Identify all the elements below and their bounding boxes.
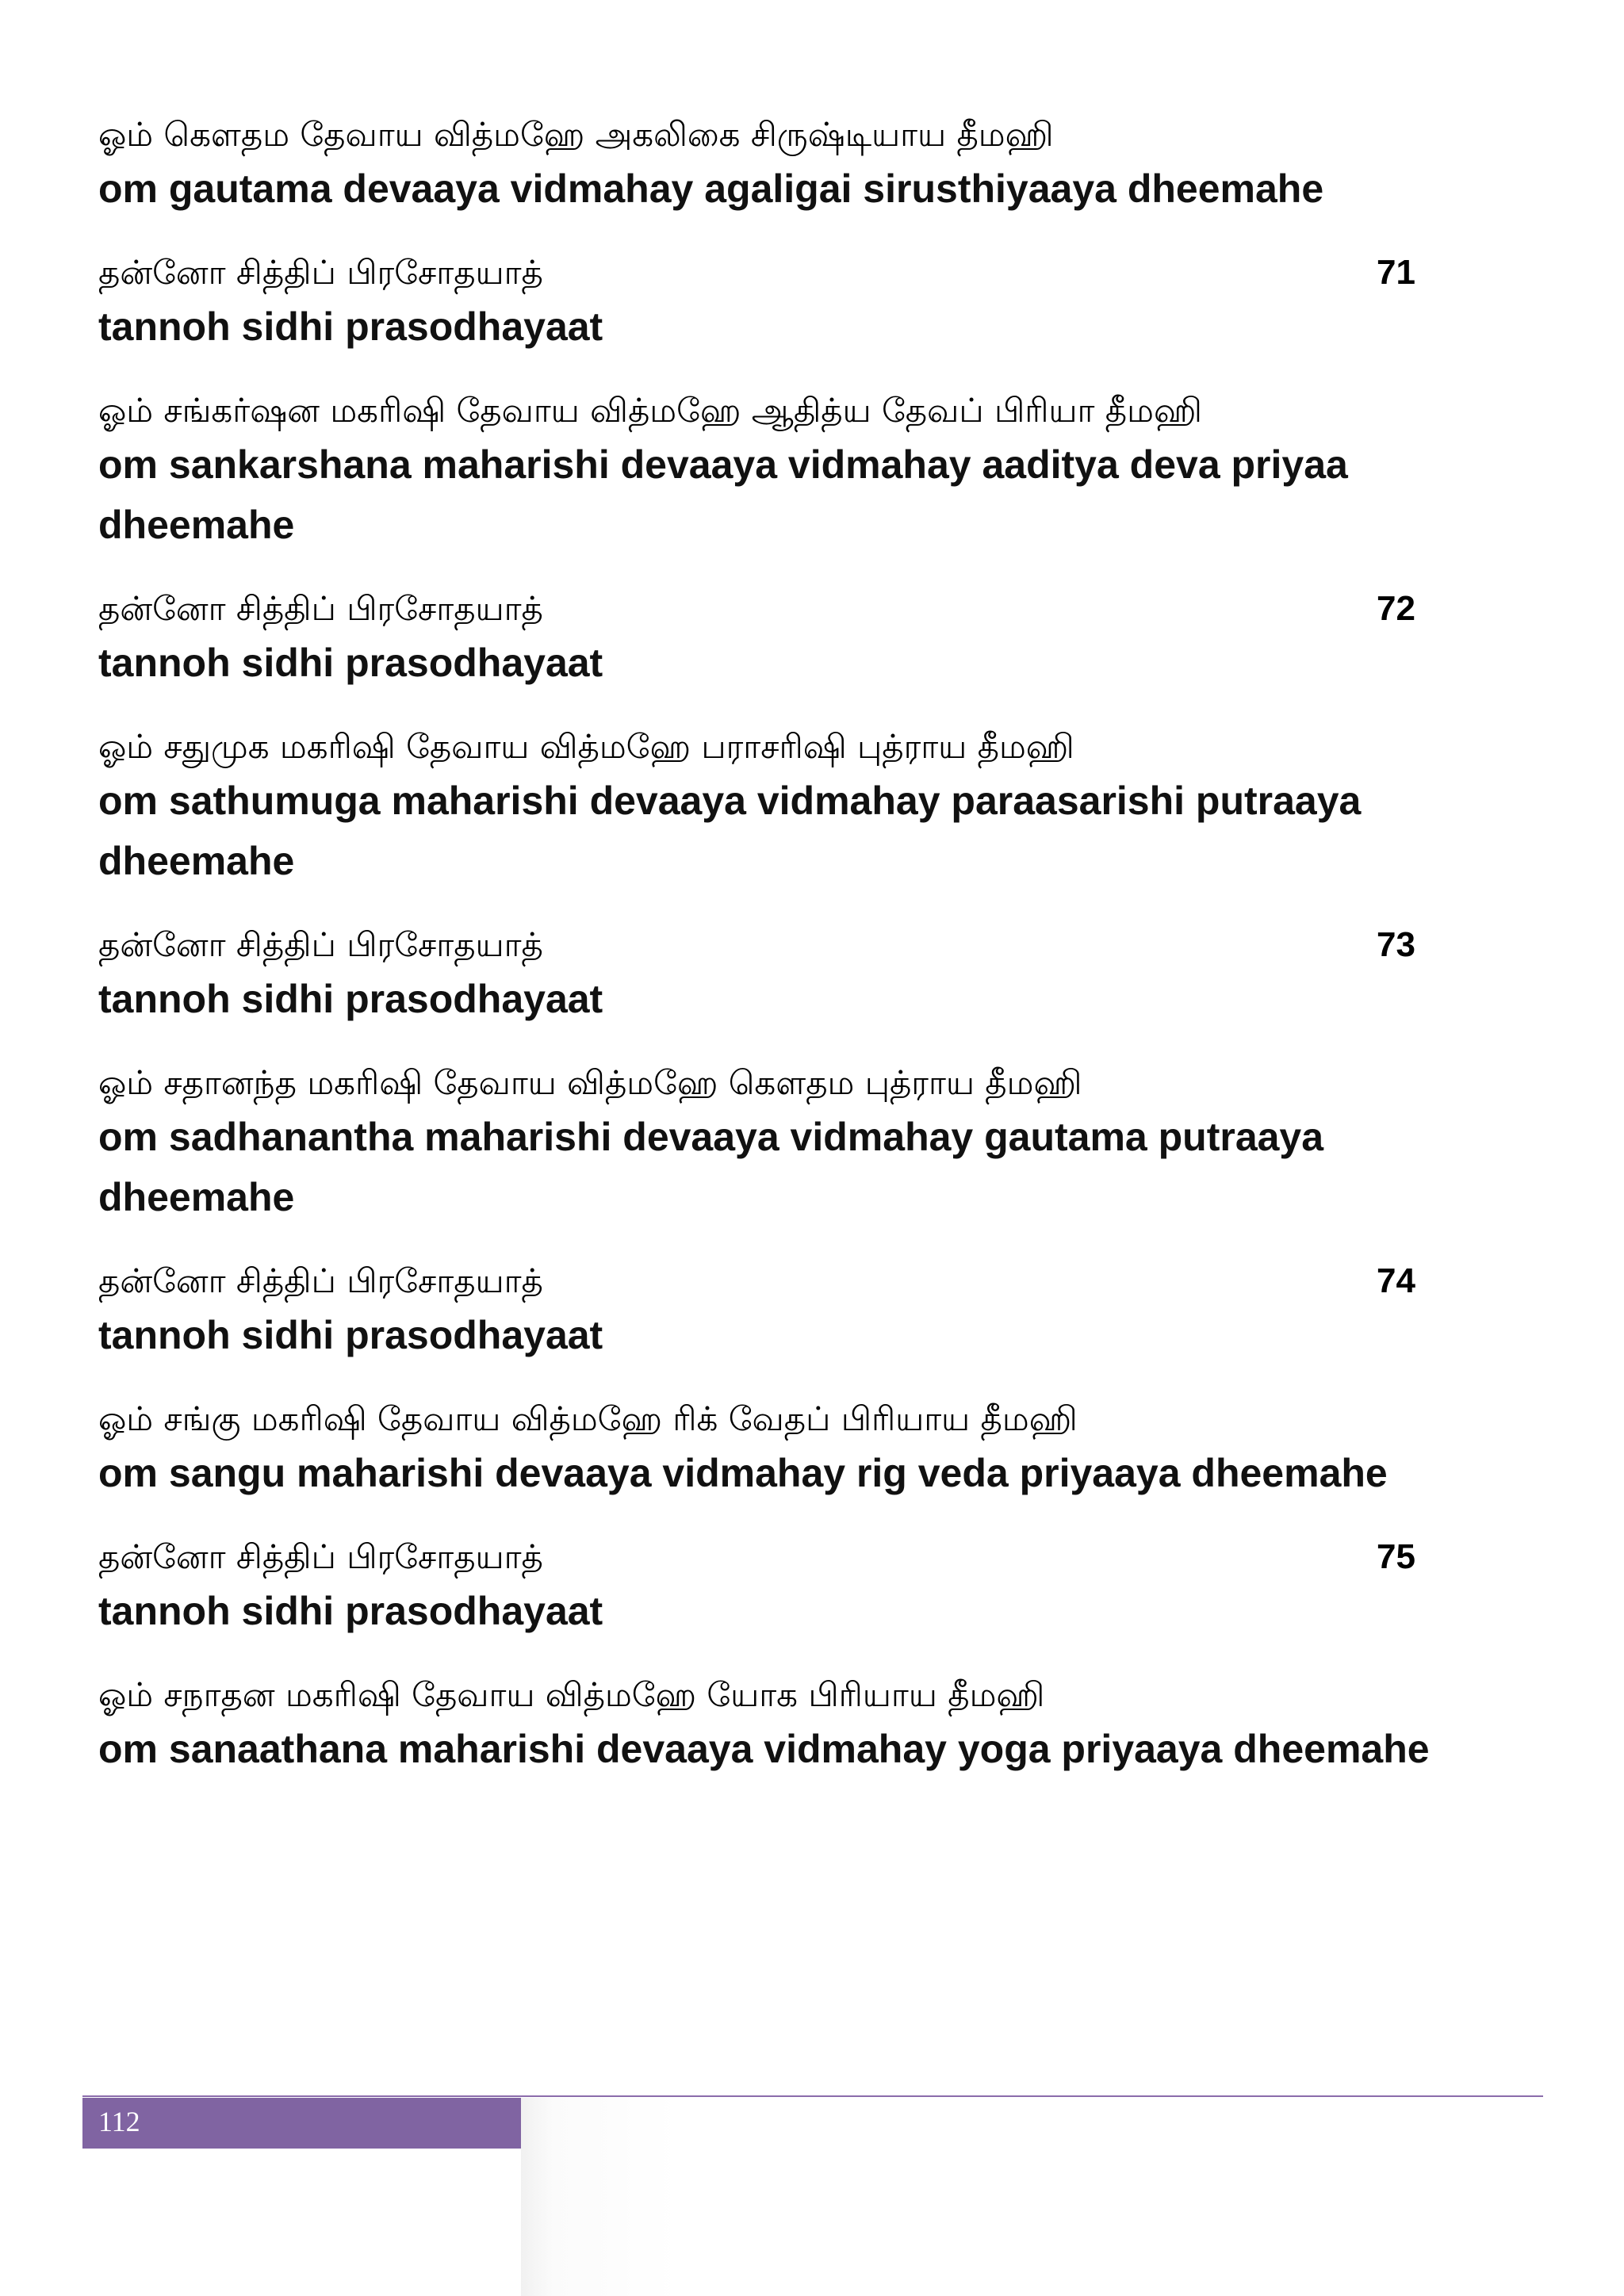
tamil-refrain-text: தன்னோ சித்திப் பிரசோதயாத் xyxy=(98,253,543,292)
tamil-line: ஓம் சங்கு மகரிஷி தேவாய வித்மஹே ரிக் வேதப் பிரியாய தீமஹி xyxy=(98,1399,1078,1438)
refrain-block xyxy=(98,585,1510,693)
tamil-line: ஓம் சதானந்த மகரிஷி தேவாய வித்மஹே கௌதம புத்ராய தீமஹி xyxy=(98,1063,1082,1102)
transliteration-line: om sanaathana maharishi devaaya vidmahay yoga priyaaya dheemahe xyxy=(98,1727,1430,1771)
refrain-block xyxy=(98,249,1510,357)
tamil-line xyxy=(98,585,1510,633)
tamil-refrain-text: தன்னோ சித்திப் பிரசோதயாத் xyxy=(98,1537,543,1576)
verse-number: 75 xyxy=(1377,1537,1415,1576)
verse-number: 72 xyxy=(1377,589,1415,628)
mantra-block xyxy=(98,1059,1510,1227)
tamil-line xyxy=(98,249,1510,297)
transliteration-line: om gautama devaaya vidmahay agaligai sirusthiyaaya dheemahe xyxy=(98,166,1324,211)
footer-divider xyxy=(82,2095,1543,2097)
verse-number: 74 xyxy=(1377,1261,1415,1300)
transliteration-line: tannoh sidhi prasodhayaat xyxy=(98,1589,603,1633)
verse-number: 71 xyxy=(1377,253,1415,292)
transliteration-line: tannoh sidhi prasodhayaat xyxy=(98,304,603,349)
tamil-line: ஓம் கௌதம தேவாய வித்மஹே அகலிகை சிருஷ்டியாய தீமஹி xyxy=(98,115,1054,154)
tamil-refrain-text: தன்னோ சித்திப் பிரசோதயாத் xyxy=(98,589,543,628)
transliteration-line: om sangu maharishi devaaya vidmahay rig veda priyaaya dheemahe xyxy=(98,1451,1388,1495)
transliteration-line: tannoh sidhi prasodhayaat xyxy=(98,977,603,1021)
page-number: 112 xyxy=(98,2106,140,2137)
mantra-block xyxy=(98,111,1510,219)
mantra-block xyxy=(98,1671,1510,1779)
transliteration-line: om sankarshana maharishi devaaya vidmahay aaditya deva priyaa dheemahe xyxy=(98,442,1348,547)
refrain-block xyxy=(98,1257,1510,1365)
transliteration-line: tannoh sidhi prasodhayaat xyxy=(98,641,603,685)
transliteration-line: tannoh sidhi prasodhayaat xyxy=(98,1313,603,1357)
mantra-block xyxy=(98,723,1510,891)
page-content xyxy=(98,111,1510,1809)
tamil-line xyxy=(98,1257,1510,1305)
tamil-line: ஓம் சநாதன மகரிஷி தேவாய வித்மஹே யோக பிரியாய தீமஹி xyxy=(98,1675,1045,1714)
refrain-block xyxy=(98,1533,1510,1641)
tamil-line xyxy=(98,1533,1510,1581)
transliteration-line: om sathumuga maharishi devaaya vidmahay paraasarishi putraaya dheemahe xyxy=(98,779,1362,883)
tamil-line: ஓம் சங்கர்ஷன மகரிஷி தேவாய வித்மஹே ஆதித்ய தேவப் பிரியா தீமஹி xyxy=(98,391,1202,430)
transliteration-line: om sadhanantha maharishi devaaya vidmahay gautama putraaya dheemahe xyxy=(98,1115,1324,1219)
verse-number: 73 xyxy=(1377,925,1415,964)
mantra-block xyxy=(98,1395,1510,1503)
tamil-refrain-text: தன்னோ சித்திப் பிரசோதயாத் xyxy=(98,1261,543,1300)
page-number-box xyxy=(82,2098,521,2149)
refrain-block xyxy=(98,921,1510,1029)
tamil-line: ஓம் சதுமுக மகரிஷி தேவாய வித்மஹே பராசரிஷி புத்ராய தீமஹி xyxy=(98,727,1074,766)
tamil-line xyxy=(98,921,1510,969)
footer-shading xyxy=(521,2098,1543,2296)
tamil-refrain-text: தன்னோ சித்திப் பிரசோதயாத் xyxy=(98,925,543,964)
mantra-block xyxy=(98,387,1510,555)
